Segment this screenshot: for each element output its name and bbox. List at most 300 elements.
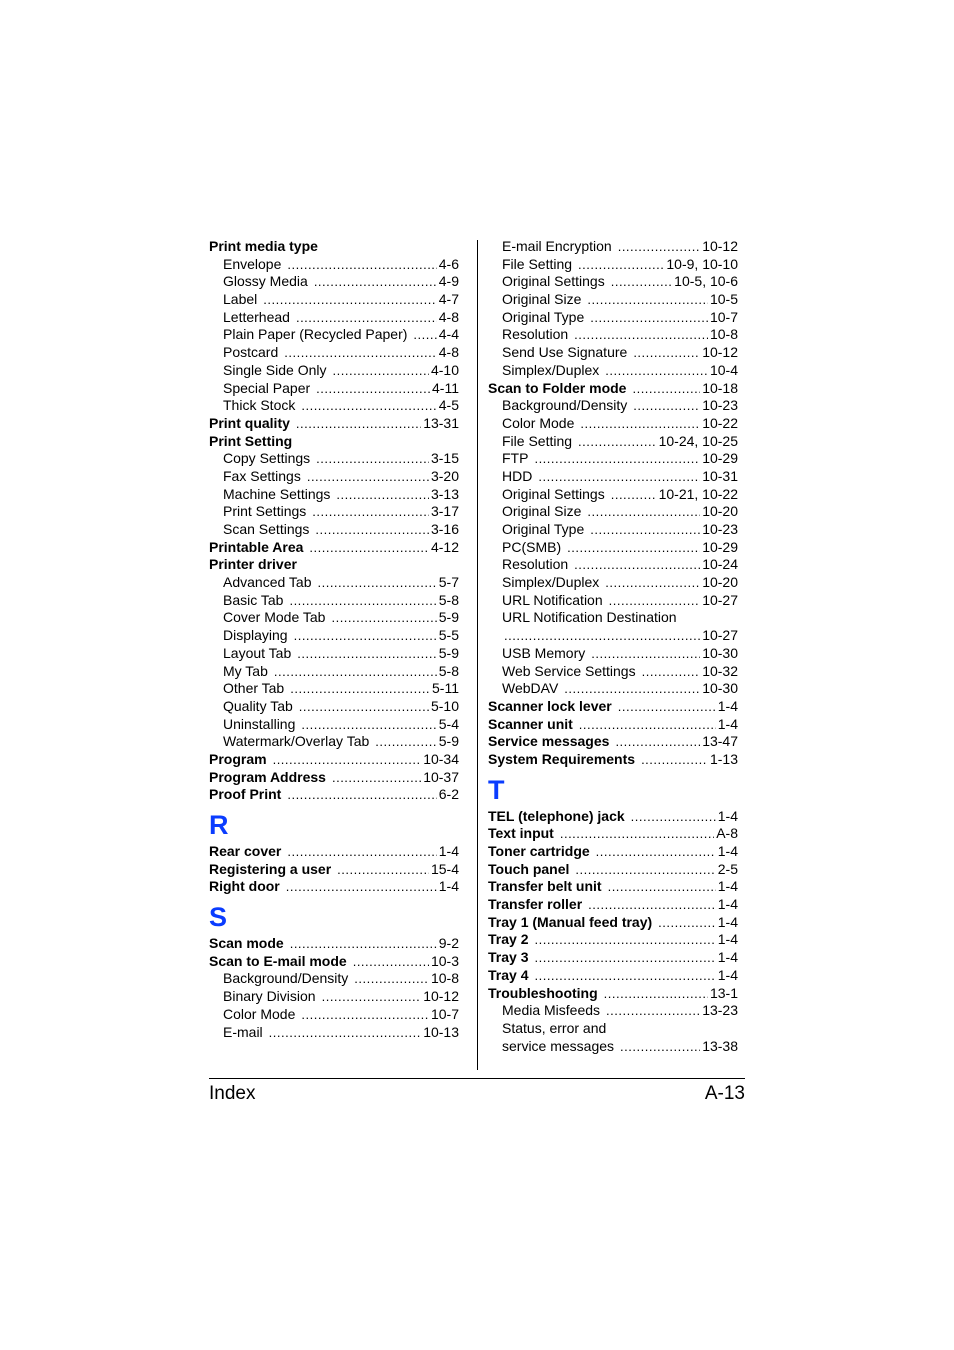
index-page-ref[interactable]: 1-4 xyxy=(717,807,738,824)
index-subentry xyxy=(488,415,738,433)
index-term: PC(SMB) xyxy=(502,538,562,555)
dot-leader xyxy=(296,415,421,433)
index-term: Print Setting xyxy=(209,432,293,449)
index-subentry xyxy=(488,468,738,486)
index-page-ref[interactable]: 10-30 xyxy=(702,680,738,697)
index-term: Scanner unit xyxy=(488,715,573,732)
index-page-ref[interactable]: 10-34 xyxy=(423,750,459,767)
index-page-ref[interactable]: 10-18 xyxy=(702,379,738,396)
index-page-ref[interactable]: 10-9, 10-10 xyxy=(666,255,738,272)
index-page-ref[interactable]: 10-37 xyxy=(423,768,459,785)
index-term: Print Settings xyxy=(223,503,307,520)
index-page-ref[interactable]: 1-4 xyxy=(717,913,738,930)
dot-leader xyxy=(606,1002,700,1020)
index-subentry xyxy=(488,486,738,504)
index-term: Text input xyxy=(488,825,554,842)
index-subentry xyxy=(488,1002,738,1020)
index-page-ref[interactable]: 5-11 xyxy=(432,680,459,697)
index-entry xyxy=(209,861,459,879)
index-subentry xyxy=(209,1024,459,1042)
index-page-ref[interactable]: 1-13 xyxy=(709,750,738,767)
dot-leader xyxy=(642,663,701,681)
index-term: Single Side Only xyxy=(223,361,327,378)
index-entry xyxy=(488,931,738,949)
dot-leader xyxy=(331,609,436,627)
index-subentry xyxy=(209,486,459,504)
index-term: Print media type xyxy=(209,238,318,254)
index-page-ref[interactable]: 10-27 xyxy=(702,591,738,608)
index-term: Simplex/Duplex xyxy=(502,574,600,591)
index-term: Other Tab xyxy=(223,680,285,697)
index-term: Tray 3 xyxy=(488,949,529,966)
index-subentry xyxy=(488,1038,738,1056)
dot-leader xyxy=(587,291,708,309)
index-term: Scan mode xyxy=(209,935,284,952)
dot-leader xyxy=(608,878,716,896)
dot-leader xyxy=(301,397,436,415)
index-entry xyxy=(488,949,738,967)
dot-leader xyxy=(633,344,700,362)
index-term: Original Type xyxy=(502,308,585,325)
index-term: Tray 4 xyxy=(488,966,529,983)
index-page-ref[interactable]: 6-2 xyxy=(438,786,459,803)
index-subentry xyxy=(209,733,459,751)
dot-leader xyxy=(564,680,700,698)
index-term: Postcard xyxy=(223,344,279,361)
dot-leader xyxy=(296,309,437,327)
index-page-ref[interactable]: 2-5 xyxy=(717,860,738,877)
dot-leader xyxy=(590,521,700,539)
index-subentry xyxy=(488,238,738,256)
index-page-ref[interactable]: 10-31 xyxy=(702,467,738,484)
index-page-ref[interactable]: 13-47 xyxy=(702,733,738,750)
index-subentry xyxy=(209,645,459,663)
index-section-letter: S xyxy=(209,902,228,933)
index-term: Tray 1 (Manual feed tray) xyxy=(488,913,653,930)
index-term: Plain Paper (Recycled Paper) xyxy=(223,326,408,343)
index-term: Thick Stock xyxy=(223,397,296,414)
index-term: Rear cover xyxy=(209,843,282,859)
index-page-ref[interactable]: 13-23 xyxy=(702,1002,738,1019)
index-page-ref[interactable]: 3-20 xyxy=(430,467,459,484)
index-entry xyxy=(488,698,738,716)
index-page-ref[interactable]: 5-4 xyxy=(438,715,459,732)
dot-leader xyxy=(605,574,700,592)
index-page-ref[interactable]: 10-32 xyxy=(702,662,738,679)
dot-leader xyxy=(273,751,422,769)
index-page-ref[interactable]: 4-9 xyxy=(438,273,459,290)
dot-leader xyxy=(316,450,429,468)
dot-leader xyxy=(290,935,437,953)
index-page-ref[interactable]: 10-21, 10-22 xyxy=(658,485,738,502)
index-page-ref[interactable]: 10-24, 10-25 xyxy=(658,432,738,449)
index-term: Watermark/Overlay Tab xyxy=(223,733,370,750)
index-subentry xyxy=(209,574,459,592)
index-page-ref[interactable]: 10-8 xyxy=(709,326,738,343)
index-page-ref[interactable]: A-8 xyxy=(716,825,738,842)
index-term: Color Mode xyxy=(502,414,575,431)
index-page-ref[interactable]: 1-4 xyxy=(717,966,738,983)
dot-leader xyxy=(574,326,708,344)
index-page-ref[interactable]: 15-4 xyxy=(430,860,459,877)
index-term: Uninstalling xyxy=(223,715,296,732)
index-term: Scan to Folder mode xyxy=(488,379,627,396)
dot-leader xyxy=(590,309,708,327)
dot-leader xyxy=(575,861,715,879)
index-term: Service messages xyxy=(488,733,610,750)
index-subentry xyxy=(209,970,459,988)
index-page-ref[interactable]: 10-8 xyxy=(430,970,459,987)
index-page-ref[interactable]: 5-9 xyxy=(438,644,459,661)
dot-leader xyxy=(312,503,429,521)
dot-leader xyxy=(578,433,657,451)
index-page-ref[interactable]: 10-5, 10-6 xyxy=(674,273,738,290)
index-page-ref[interactable]: 10-12 xyxy=(423,988,459,1005)
index-subentry xyxy=(209,380,459,398)
index-term: Color Mode xyxy=(223,1005,296,1022)
dot-leader xyxy=(620,1038,700,1056)
index-term: Special Paper xyxy=(223,379,311,396)
index-term: File Setting xyxy=(502,432,573,449)
index-column-left xyxy=(209,238,459,1041)
index-entry xyxy=(488,914,738,932)
index-page-ref[interactable]: 3-17 xyxy=(430,503,459,520)
index-page-ref[interactable]: 10-12 xyxy=(702,238,738,254)
index-entry xyxy=(488,808,738,826)
index-entry xyxy=(209,878,459,896)
index-page-ref[interactable]: 10-13 xyxy=(423,1023,459,1040)
index-subentry xyxy=(488,574,738,592)
dot-leader xyxy=(315,521,429,539)
index-page-ref[interactable]: 4-4 xyxy=(438,326,459,343)
index-subentry xyxy=(209,627,459,645)
index-term: HDD xyxy=(502,467,533,484)
index-term: Letterhead xyxy=(223,308,290,325)
index-term: Scanner lock lever xyxy=(488,697,612,714)
index-entry xyxy=(488,825,738,843)
index-term: Machine Settings xyxy=(223,485,331,502)
dot-leader xyxy=(286,878,437,896)
index-term: Print quality xyxy=(209,414,290,431)
index-subentry xyxy=(488,539,738,557)
index-entry xyxy=(209,751,459,769)
index-page-ref[interactable]: 4-8 xyxy=(438,344,459,361)
index-entry xyxy=(488,380,738,398)
dot-leader xyxy=(333,362,429,380)
dot-leader xyxy=(615,733,700,751)
index-term: USB Memory xyxy=(502,644,586,661)
index-subentry xyxy=(209,609,459,627)
footer-page-number: A-13 xyxy=(704,1083,745,1104)
dot-leader xyxy=(287,786,436,804)
index-term: Resolution xyxy=(502,326,569,343)
index-term: Advanced Tab xyxy=(223,574,312,591)
index-page-ref[interactable]: 4-8 xyxy=(438,308,459,325)
index-page-ref[interactable]: 1-4 xyxy=(717,931,738,948)
dot-leader xyxy=(301,716,436,734)
dot-leader xyxy=(354,970,429,988)
index-page-ref[interactable]: 3-16 xyxy=(430,521,459,537)
index-term: Touch panel xyxy=(488,860,570,877)
index-page-ref[interactable]: 10-5 xyxy=(709,291,738,308)
dot-leader xyxy=(413,326,436,344)
dot-leader xyxy=(604,985,708,1003)
index-term: Original Settings xyxy=(502,485,605,502)
index-page-ref[interactable]: 1-4 xyxy=(717,896,738,913)
index-term: Status, error and xyxy=(502,1019,607,1036)
index-page-ref[interactable]: 10-29 xyxy=(702,538,738,555)
dot-leader xyxy=(297,645,437,663)
index-page-ref[interactable]: 10-23 xyxy=(702,397,738,414)
index-subentry xyxy=(209,503,459,521)
index-entry xyxy=(488,896,738,914)
index-page-ref[interactable]: 4-5 xyxy=(438,397,459,414)
index-page-ref[interactable]: 10-4 xyxy=(709,361,738,378)
index-term: E-mail Encryption xyxy=(502,238,612,254)
index-page-ref[interactable]: 10-29 xyxy=(702,450,738,467)
index-page-ref[interactable]: 3-13 xyxy=(430,485,459,502)
index-entry xyxy=(488,878,738,896)
index-subentry xyxy=(488,362,738,380)
index-page-ref[interactable]: 10-12 xyxy=(702,344,738,361)
index-subentry xyxy=(488,627,738,645)
index-page-ref[interactable]: 9-2 xyxy=(438,935,459,952)
index-subentry xyxy=(488,433,738,451)
index-entry xyxy=(209,433,459,451)
index-page-ref[interactable]: 1-4 xyxy=(717,843,738,859)
dot-leader xyxy=(567,539,700,557)
index-subentry xyxy=(488,256,738,274)
index-section-letter: T xyxy=(488,774,505,805)
dot-leader xyxy=(263,291,437,309)
index-entry xyxy=(209,238,459,256)
index-term: Resolution xyxy=(502,556,569,573)
index-term: Original Type xyxy=(502,521,585,537)
dot-leader xyxy=(269,1024,422,1042)
index-subentry xyxy=(488,663,738,681)
index-page-ref[interactable]: 5-9 xyxy=(438,733,459,750)
index-page-ref[interactable]: 1-4 xyxy=(438,878,459,895)
index-entry xyxy=(209,556,459,574)
dot-leader xyxy=(578,256,664,274)
index-term: E-mail xyxy=(223,1023,263,1040)
index-entry xyxy=(209,843,459,861)
index-page-ref[interactable]: 10-30 xyxy=(702,644,738,661)
index-page-ref[interactable]: 10-20 xyxy=(702,503,738,520)
dot-leader xyxy=(633,397,700,415)
index-page-ref[interactable]: 4-12 xyxy=(430,538,459,555)
index-term: Original Size xyxy=(502,503,582,520)
index-page-ref[interactable]: 10-3 xyxy=(430,952,459,969)
index-entry xyxy=(209,786,459,804)
index-subentry xyxy=(209,309,459,327)
footer-rule xyxy=(209,1078,745,1079)
index-term: Basic Tab xyxy=(223,591,284,608)
index-subentry xyxy=(209,450,459,468)
index-term: Quality Tab xyxy=(223,697,293,714)
index-term: Fax Settings xyxy=(223,467,301,484)
index-subentry xyxy=(488,609,738,627)
index-subentry xyxy=(209,663,459,681)
index-subentry xyxy=(209,291,459,309)
index-subentry xyxy=(209,468,459,486)
index-entry xyxy=(209,415,459,433)
index-term: URL Notification Destination xyxy=(502,609,677,626)
index-column-right xyxy=(488,238,738,1055)
dot-leader xyxy=(611,273,672,291)
index-entry xyxy=(209,539,459,557)
index-page-ref[interactable]: 5-5 xyxy=(438,627,459,644)
index-subentry xyxy=(209,592,459,610)
dot-leader xyxy=(579,716,716,734)
index-subentry xyxy=(209,680,459,698)
index-entry xyxy=(209,769,459,787)
index-subentry xyxy=(488,645,738,663)
index-subentry xyxy=(488,592,738,610)
index-term: FTP xyxy=(502,450,529,467)
index-term: Troubleshooting xyxy=(488,984,598,1001)
index-page-ref[interactable]: 3-15 xyxy=(430,450,459,467)
index-page-ref[interactable]: 1-4 xyxy=(438,843,459,859)
index-page-ref[interactable]: 4-6 xyxy=(438,255,459,272)
index-page-ref[interactable]: 1-4 xyxy=(717,878,738,895)
index-term: Toner cartridge xyxy=(488,843,590,859)
index-subentry xyxy=(488,450,738,468)
dot-leader xyxy=(287,843,436,861)
dot-leader xyxy=(580,415,700,433)
index-page-ref[interactable]: 4-7 xyxy=(438,291,459,308)
index-term: Binary Division xyxy=(223,988,316,1005)
index-term: URL Notification xyxy=(502,591,603,608)
index-page-ref[interactable]: 5-8 xyxy=(438,662,459,679)
dot-leader xyxy=(560,825,714,843)
index-page-ref[interactable]: 10-24 xyxy=(702,556,738,573)
index-subentry xyxy=(209,273,459,291)
dot-leader xyxy=(287,256,436,274)
index-page-ref[interactable]: 10-22 xyxy=(702,414,738,431)
dot-leader xyxy=(658,914,716,932)
index-entry xyxy=(488,751,738,769)
index-term: Registering a user xyxy=(209,860,332,877)
index-page-ref[interactable]: 5-8 xyxy=(438,591,459,608)
index-entry xyxy=(488,843,738,861)
index-term: Displaying xyxy=(223,627,288,644)
index-term: Program xyxy=(209,750,267,767)
index-term: Original Size xyxy=(502,291,582,308)
index-term: System Requirements xyxy=(488,750,636,767)
dot-leader xyxy=(314,273,437,291)
index-page-ref[interactable]: 10-7 xyxy=(430,1005,459,1022)
index-subentry xyxy=(488,521,738,539)
dot-leader xyxy=(336,486,429,504)
index-page-ref[interactable]: 5-7 xyxy=(438,574,459,591)
dot-leader xyxy=(294,627,437,645)
index-page-ref[interactable]: 5-9 xyxy=(438,609,459,626)
index-term: My Tab xyxy=(223,662,268,679)
index-page-ref[interactable]: 10-27 xyxy=(702,627,738,644)
index-subentry xyxy=(209,988,459,1006)
dot-leader xyxy=(317,574,436,592)
index-term: Copy Settings xyxy=(223,450,311,467)
index-page-ref[interactable]: 10-7 xyxy=(709,308,738,325)
dot-leader xyxy=(632,380,700,398)
index-page-ref[interactable]: 1-4 xyxy=(717,949,738,966)
index-term: TEL (telephone) jack xyxy=(488,807,625,824)
index-term: Send Use Signature xyxy=(502,344,628,361)
index-subentry xyxy=(488,1020,738,1038)
index-subentry xyxy=(209,521,459,539)
index-page-ref[interactable]: 4-11 xyxy=(432,379,459,396)
index-page-ref[interactable]: 10-23 xyxy=(702,521,738,537)
index-subentry xyxy=(488,326,738,344)
index-subentry xyxy=(488,503,738,521)
index-entry xyxy=(209,935,459,953)
index-subentry xyxy=(209,716,459,734)
index-entry xyxy=(488,716,738,734)
index-term: Scan to E-mail mode xyxy=(209,952,347,969)
dot-leader xyxy=(605,362,708,380)
index-term: Program Address xyxy=(209,768,326,785)
dot-leader xyxy=(274,663,437,681)
column-divider xyxy=(477,240,478,1070)
dot-leader xyxy=(618,238,700,256)
dot-leader xyxy=(538,468,700,486)
dot-leader xyxy=(609,592,701,610)
index-term: Glossy Media xyxy=(223,273,308,290)
dot-leader xyxy=(534,967,715,985)
dot-leader xyxy=(588,896,716,914)
index-term: Original Settings xyxy=(502,273,605,290)
footer-section-title: Index xyxy=(209,1083,256,1104)
dot-leader xyxy=(316,380,430,398)
index-term: Tray 2 xyxy=(488,931,529,948)
index-term: Printable Area xyxy=(209,538,304,555)
dot-leader xyxy=(332,769,421,787)
index-term: Right door xyxy=(209,878,280,895)
index-page-ref[interactable]: 1-4 xyxy=(717,715,738,732)
dot-leader xyxy=(299,698,429,716)
index-subentry xyxy=(488,556,738,574)
index-term: Media Misfeeds xyxy=(502,1002,601,1019)
index-subentry xyxy=(488,344,738,362)
dot-leader xyxy=(290,680,430,698)
dot-leader xyxy=(504,627,700,645)
index-subentry xyxy=(488,273,738,291)
dot-leader xyxy=(574,556,700,574)
index-page-ref[interactable]: 10-20 xyxy=(702,574,738,591)
index-page-ref[interactable]: 13-31 xyxy=(423,414,459,431)
index-term: WebDAV xyxy=(502,680,559,697)
index-term: Simplex/Duplex xyxy=(502,361,600,378)
dot-leader xyxy=(591,645,700,663)
index-entry xyxy=(209,953,459,971)
dot-leader xyxy=(641,751,708,769)
index-term: Printer driver xyxy=(209,556,297,573)
index-page-ref[interactable]: 5-10 xyxy=(430,697,459,714)
dot-leader xyxy=(611,486,657,504)
index-page-ref[interactable]: 13-1 xyxy=(709,984,738,1001)
index-term: service messages xyxy=(502,1037,615,1054)
dot-leader xyxy=(337,861,429,879)
index-page-ref[interactable]: 4-10 xyxy=(430,361,459,378)
dot-leader xyxy=(353,953,429,971)
index-term: Transfer belt unit xyxy=(488,878,602,895)
index-page-ref[interactable]: 13-38 xyxy=(702,1037,738,1054)
index-term: Cover Mode Tab xyxy=(223,609,326,626)
index-page-ref[interactable]: 1-4 xyxy=(717,697,738,714)
index-entry xyxy=(488,733,738,751)
index-term: Layout Tab xyxy=(223,644,292,661)
